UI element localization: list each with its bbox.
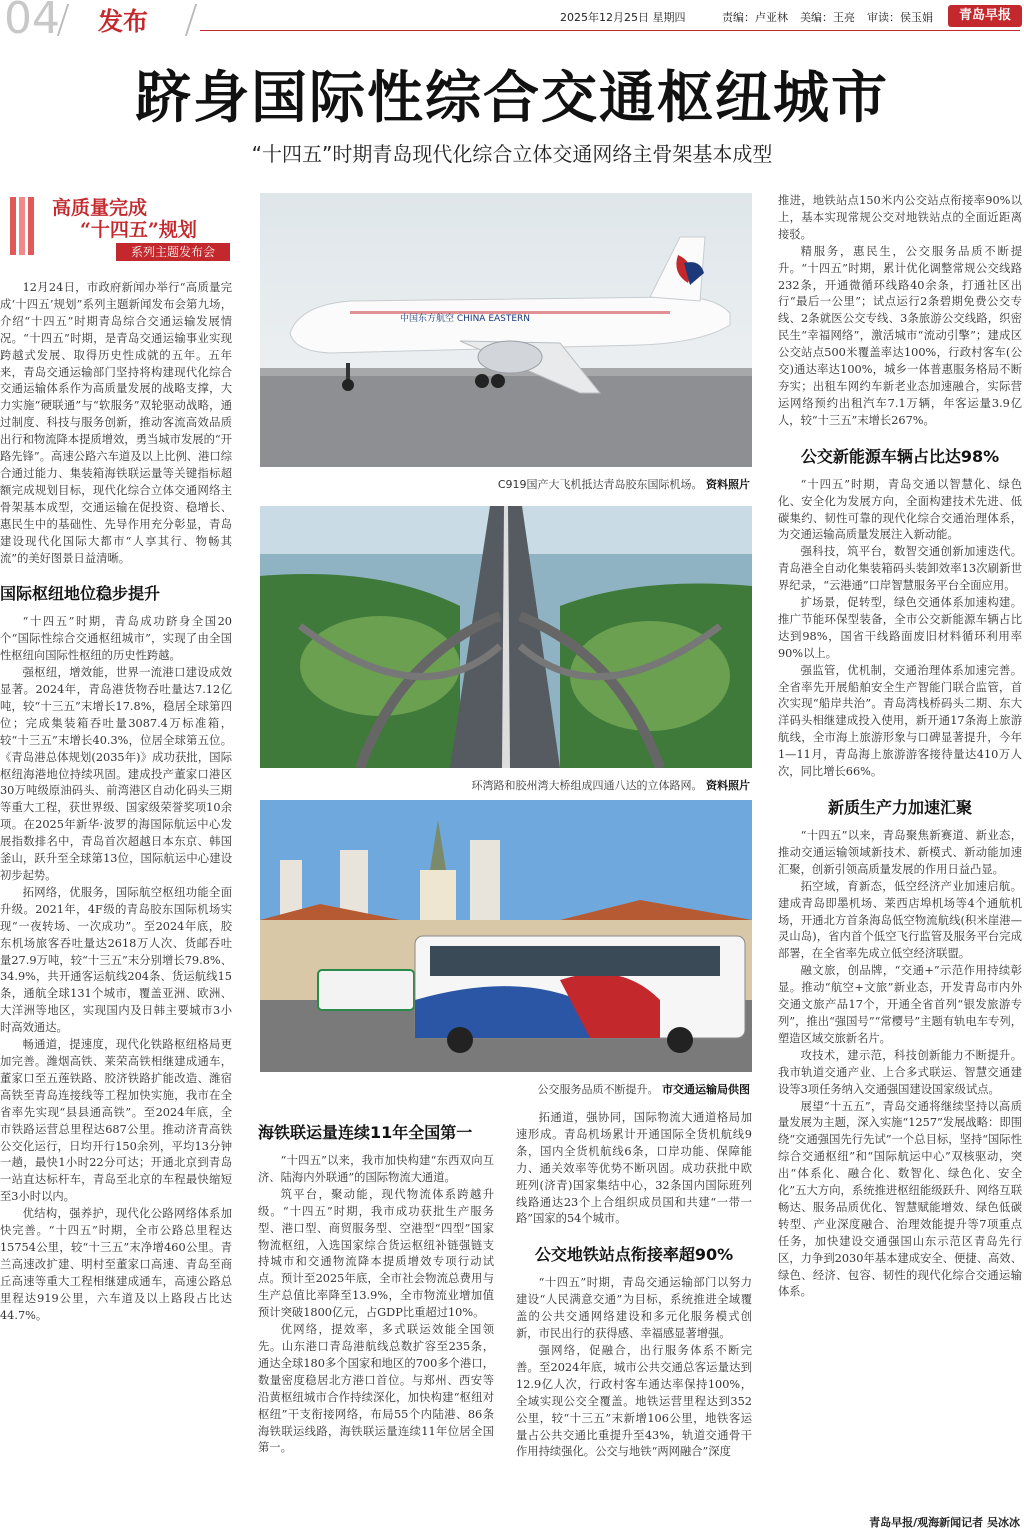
section-heading: 海铁联运量连续11年全国第一 xyxy=(258,1123,473,1142)
paragraph: “十四五”以来，青岛聚焦新赛道、新业态，推动交通运输领域新技术、新模式、新动能加速汇聚，创新引领高质量发展的作用日益凸显。 xyxy=(778,829,1022,876)
paragraph: “十四五”以来，我市加快构建“东西双向互济、陆海内外联通”的国际物流大通道。 xyxy=(258,1154,494,1184)
paragraph: 优结构，强养护，现代化公路网络体系加快完善。“十四五”时期，全市公路总里程达15754公里，较“十三五”末净增460公里。青兰高速改扩建、明村至董家口高速、青岛至商丘高速等重大工程相继建成通车，高速公路总里程达919公里，六车道及以上路段占比达44.7%。 xyxy=(0,1207,232,1322)
paragraph: 强科技，筑平台，数智交通创新加速迭代。青岛港全自动化集装箱码头装卸效率13次刷新世界纪录，“云港通”口岸智慧服务平台全面应用。 xyxy=(778,545,1022,593)
paragraph: 强网络，促融合，出行服务体系不断完善。至2024年底，城市公共交通总客运量达到12.9亿人次，行政村客车通达率保持100%，全域实现公交全覆盖。地铁运营里程达到352公里，较“十三五”末新增106公里，地铁客运量占公共交通比重提升至43%，轨道交通骨干作用持续强化。公交与地铁“两网融合”深度 xyxy=(516,1343,752,1459)
paragraph: 拓网络，优服务，国际航空枢纽功能全面升级。2021年，4F级的青岛胶东国际机场实现“一夜转场、一次成功”。至2024年底，胶东机场旅客吞吐量达2618万人次、货邮吞吐量27.9万吨，较“十三五”末分别增长79.8%、34.9%，共开通客运航线204条、货运航线15条，通航全球131个城市，覆盖亚洲、欧洲、大洋洲等地区，实现国内及日韩主要城市3小时高效通达。 xyxy=(0,885,232,1035)
designer-credit: 美编：王亮 xyxy=(800,11,855,24)
paragraph: 精服务，惠民生，公交服务品质不断提升。“十四五”时期，累计优化调整常规公交线路232条，开通微循环线路40余条，打通社区出行“最后一公里”；试点运行2条碧期免费公交专线、2条就医公交专线、3条旅游公交线路，织密民生“幸福网络”，激活城市“流动引擎”；建成区公交站点500米覆盖率达100%，行政村客车(公交)通达率达100%，城乡一体普惠服务格局不断夯实；出租车网约车新老业态加速融合，实际营运网络预约出租汽车7.1万辆，年客运量3.9亿人，较“十三五”末增长267%。 xyxy=(778,244,1022,427)
photo-caption xyxy=(260,777,750,793)
section-heading: 公交地铁站点衔接率超90% xyxy=(534,1245,734,1265)
photo-caption xyxy=(260,476,750,492)
series-line2: “十四五”规划 xyxy=(80,219,197,241)
paragraph: 攻技术，建示范，科技创新能力不断提升。我市轨道交通产业、上合多式联运、智慧交通建设等3项任务纳入交通强国建设国家级试点。 xyxy=(778,1048,1022,1096)
section-heading: 公交新能源车辆占比达98% xyxy=(800,446,1000,466)
paragraph: “十四五”时期，青岛成功跻身全国20个“国际性综合交通枢纽城市”，实现了由全国性枢纽向国际性枢纽的历史性跨越。 xyxy=(0,615,232,663)
proof-credit: 审读：侯玉娟 xyxy=(867,11,933,24)
paragraph: 畅通道，提速度，现代化铁路枢纽格局更加完善。潍烟高铁、莱荣高铁相继建成通车，董家口至五莲铁路、胶济铁路扩能改造、潍宿高铁至青岛连接线等工程加快实施，我市在全省率先实现“县县通高铁”。至2024年底，全市铁路运营总里程达687公里。推动济青高铁公交化运行，日均开行150余列，平均13分钟一趟，最快1小时22分可达；开通北京到青岛一站直达标杆车，青岛至北京的车程最快缩短至3小时以内。 xyxy=(0,1038,232,1204)
intro-paragraph: 12月24日，市政府新闻办举行“高质量完成‘十四五’规划”系列主题新闻发布会第九场，介绍“十四五”时期青岛综合交通运输发展情况。“十四五”时期，是青岛交通运输事业实现跨越式发展、取得历史性成就的五年。五年来，青岛交通运输部门坚持将构建现代化综合交通运输体系作为高质量发展的战略支撑，大力实施“硬联通”与“软服务”双轮驱动战略，通过制度、科技与服务创新，推动客流高效品质出行和物流降本提质增效，勇当城市发展的“开路先锋”。高速公路六车道及以上比例、港口综合通过能力、集装箱海铁联运量等关键指标超额完成规划目标，现代化综合立体交通网络主骨架基本成型，交通运输在促投资、稳增长、惠民生中的基础性、先导作用充分彰显，青岛建设现代化国际大都市“人享其行、物畅其流”的美好图景日益清晰。 xyxy=(0,281,232,565)
paragraph: 融文旅，创品牌，“交通+”示范作用持续彰显。推动“航空+文旅”新业态，开发青岛市内外交通文旅产品17个，开通全省首列“银发旅游专列”，推出“强国号”“常樱号”主题有轨电车专列，塑造区域交旅新名片。 xyxy=(778,964,1022,1045)
photo-bridge xyxy=(260,506,752,768)
column-4 xyxy=(778,193,1022,1511)
newspaper-logo: 青岛早报 xyxy=(948,5,1022,27)
caption-text: 环湾路和胶州湾大桥组成四通八达的立体路网。 xyxy=(471,779,703,792)
photo-bus xyxy=(260,800,752,1072)
paragraph: 拓空域，育新态，低空经济产业加速启航。建成青岛即墨机场、莱西店埠机场等4个通航机场，开通北方首条海岛低空物流航线(积米崖港—灵山岛)，省内首个低空飞行监管及服务平台完成部署，在全省率先成立低空经济联盟。 xyxy=(778,879,1022,961)
paragraph: 强监管，优机制，交通治理体系加速完善。全省率先开展船舶安全生产智能门联合监管，首次实现“船岸共治”。青岛湾栈桥码头二期、东大洋码头相继建成投入使用，新开通17条海上旅游航线，全市海上旅游形象与口碑显著提升，今年1—11月，青岛海上旅游游客接待量达410万人次，同比增长66%。 xyxy=(778,663,1022,779)
caption-credit: 资料照片 xyxy=(706,478,750,491)
series-badge xyxy=(4,193,230,265)
editor-credit: 责编：卢亚林 xyxy=(722,11,788,24)
caption-credit: 市交通运输局供图 xyxy=(662,1083,750,1096)
section-heading: 国际枢纽地位稳步提升 xyxy=(0,584,161,604)
issue-date: 2025年12月25日 星期四 xyxy=(560,11,686,24)
subheadline: “十四五”时期青岛现代化综合立体交通网络主骨架基本成型 xyxy=(251,142,773,166)
column-2 xyxy=(258,1110,494,1530)
column-3 xyxy=(516,1110,752,1530)
divider xyxy=(185,4,197,36)
paragraph: “十四五”时期，青岛交通以智慧化、绿色化、安全化为发展方向，全面构建技术先进、低碳集约、韧性可靠的现代化综合交通治理体系，为交通运输高质量发展注入新动能。 xyxy=(778,477,1022,542)
paragraph: 优网络，提效率，多式联运效能全国领先。山东港口青岛港航线总数扩容至235条，通达全球180多个国家和地区的700多个港口，数量密度稳居北方港口首位。与郑州、西安等沿黄枢纽城市合作持续深化，加快构建“枢纽对枢纽”干支衔接网络，布局55个内陆港、86条海铁联运线路，海铁联运量连续11年位居全国第一。 xyxy=(258,1323,494,1455)
section-name: 发布 xyxy=(98,7,149,36)
caption-credit: 资料照片 xyxy=(706,779,750,792)
paragraph: 展望“十五五”，青岛交通将继续坚持以高质量发展为主题，深入实施“1257”发展战略：即围绕“交通强国先行先试”一个总目标，坚持“国际性综合交通枢纽”和“国际航运中心”双核驱动，突出“体系化、融合化、数智化、绿色化、安全化”五大方向，系统推进枢纽能级跃升、网络互联畅达、服务品质优化、智慧赋能增效、绿色低碳转型、产业深度融合、治理效能提升等7项重点任务，加快建设交通强国山东示范区青岛先行区，力争到2030年基本建成安全、便捷、高效、绿色、经济、包容、韧性的现代化综合交通运输体系。 xyxy=(778,1099,1022,1299)
paragraph: 筑平台，聚动能，现代物流体系跨越升级。“十四五”时期，我市成功获批生产服务型、港口型、商贸服务型、空港型“四型”国家物流枢纽，入选国家综合货运枢纽补链强链支持城市和交通物流降本提质增效专项行动试点。预计至2025年底，全市社会物流总费用与生产总值比率降至13.9%，全市物流业增加值预计突破1800亿元，占GDP比重超过10%。 xyxy=(258,1187,494,1320)
column-1 xyxy=(0,280,232,1530)
bus-image xyxy=(260,800,752,1072)
caption-text: C919国产大飞机抵达青岛胶东国际机场。 xyxy=(497,478,703,491)
series-line1: 高质量完成 xyxy=(52,197,148,219)
paragraph: 扩场景，促转型，绿色交通体系加速构建。推广节能环保型装备，全市公交新能源车辆占比达到98%，国省干线路面废旧材料循环利用率90%以上。 xyxy=(778,596,1022,660)
series-graphic xyxy=(10,197,40,255)
series-tag: 系列主题发布会 xyxy=(116,243,230,261)
bridge-image xyxy=(260,506,752,768)
paragraph: 推进，地铁站点150米内公交站点衔接率90%以上，基本实现常规公交对地铁站点的全面近距离接驳。 xyxy=(778,194,1022,241)
author-byline: 青岛早报/观海新闻记者 吴冰冰 xyxy=(869,1516,1020,1529)
photo-caption xyxy=(260,1081,750,1097)
airline-livery: 中国东方航空 CHINA EASTERN xyxy=(400,314,531,324)
caption-text: 公交服务品质不断提升。 xyxy=(537,1083,659,1096)
paragraph: “十四五”时期，青岛交通运输部门以努力建设“人民满意交通”为目标，系统推进全域覆盖的公共交通网络建设和多元化服务模式创新，市民出行的获得感、幸福感显著增强。 xyxy=(516,1276,752,1341)
headline: 跻身国际性综合交通枢纽城市 xyxy=(135,66,889,131)
airplane-image xyxy=(260,193,752,467)
photo-c919 xyxy=(260,193,752,467)
section-heading: 新质生产力加速汇聚 xyxy=(827,798,972,817)
paragraph: 拓通道，强协同，国际物流大通道格局加速形成。青岛机场累计开通国际全货机航线9条，国内全货机航线6条，口岸功能、保障能力、通关效率等优势不断巩固。成功获批中欧班列(济青)国家集结中心，32条国内国际班列线路通达23个上合组织成员国和共建“一带一路”国家的54个城市。 xyxy=(516,1111,752,1226)
page-number: 04 xyxy=(4,0,60,44)
page-header xyxy=(0,0,1024,44)
paragraph: 强枢纽，增效能，世界一流港口建设成效显著。2024年，青岛港货物吞吐量达7.12亿吨，较“十三五”末增长17.8%，稳居全球第四位；完成集装箱吞吐量3087.4万标准箱，较“十三五”末增长40.3%，位居全球第五位。《青岛港总体规划(2035年)》成功获批，国际枢纽海港地位持续巩固。建成投产董家口港区30万吨级原油码头、前湾港区自动化码头三期等重大工程，获世界级、国家级荣誉奖项10余项。在2025年新华·波罗的海国际航运中心发展指数排名中，青岛首次超越日本东京、韩国釜山，跃升至全球第13位，国际航运中心建设初步起势。 xyxy=(0,666,232,882)
header-rule xyxy=(200,30,1020,31)
